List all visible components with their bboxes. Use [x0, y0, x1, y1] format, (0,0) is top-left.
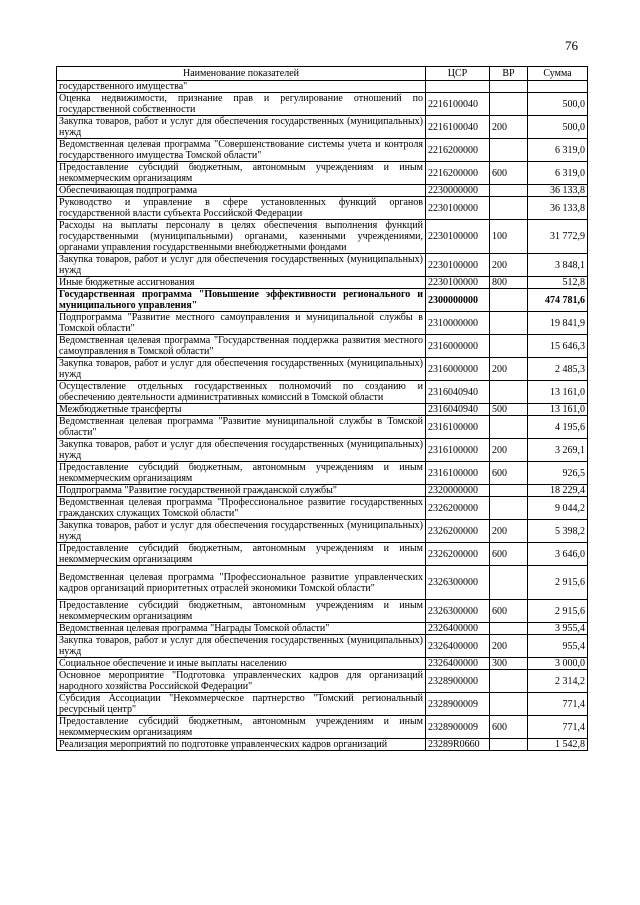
- cell-name: Основное мероприятие "Подготовка управленческих кадров для организаций народного хозяйства Российской Федерации": [57, 670, 426, 693]
- table-row: [57, 693, 588, 716]
- cell-sum: 474 781,6: [528, 289, 588, 312]
- cell-csr: [426, 81, 490, 93]
- cell-csr: 2316100000: [426, 416, 490, 439]
- cell-name: Ведомственная целевая программа "Совершенствование системы учета и контроля государственного имущества Томской области": [57, 139, 426, 162]
- cell-csr: 2316000000: [426, 358, 490, 381]
- cell-name: Предоставление субсидий бюджетным, автономным учреждениям и иным некоммерческим организациям: [57, 716, 426, 739]
- page-number: 76: [565, 38, 578, 53]
- table-body: [57, 81, 588, 751]
- cell-sum: 3 955,4: [528, 623, 588, 635]
- table-row: [57, 185, 588, 197]
- header-csr: ЦСР: [426, 67, 490, 81]
- table-row: [57, 520, 588, 543]
- cell-sum: 2 915,6: [528, 566, 588, 600]
- cell-sum: 31 772,9: [528, 220, 588, 254]
- table-row: [57, 600, 588, 623]
- cell-name: Обеспечивающая подпрограмма: [57, 185, 426, 197]
- cell-name: Предоставление субсидий бюджетным, автономным учреждениям и иным некоммерческим организациям: [57, 543, 426, 566]
- cell-name: Подпрограмма "Развитие местного самоуправления и муниципальной службы в Томской области": [57, 312, 426, 335]
- cell-vr: [490, 81, 528, 93]
- cell-vr: [490, 416, 528, 439]
- cell-csr: 2316040940: [426, 404, 490, 416]
- cell-name: Закупка товаров, работ и услуг для обеспечения государственных (муниципальных) нужд: [57, 254, 426, 277]
- table-row: [57, 81, 588, 93]
- cell-vr: 300: [490, 658, 528, 670]
- table-row: [57, 497, 588, 520]
- cell-sum: 3 269,1: [528, 439, 588, 462]
- table-row: [57, 312, 588, 335]
- cell-csr: 2216200000: [426, 162, 490, 185]
- cell-vr: 600: [490, 162, 528, 185]
- cell-vr: [490, 670, 528, 693]
- cell-sum: 36 133,8: [528, 197, 588, 220]
- table-row: [57, 739, 588, 751]
- cell-vr: [490, 381, 528, 404]
- cell-vr: [490, 485, 528, 497]
- table-row: [57, 623, 588, 635]
- cell-sum: [528, 81, 588, 93]
- cell-vr: [490, 497, 528, 520]
- table-row: [57, 566, 588, 600]
- cell-vr: 200: [490, 439, 528, 462]
- cell-csr: 2326300000: [426, 566, 490, 600]
- cell-csr: 2316100000: [426, 462, 490, 485]
- cell-name: Иные бюджетные ассигнования: [57, 277, 426, 289]
- cell-name: Ведомственная целевая программа "Развитие муниципальной службы в Томской области": [57, 416, 426, 439]
- cell-csr: 2328900000: [426, 670, 490, 693]
- cell-vr: [490, 185, 528, 197]
- cell-csr: 2320000000: [426, 485, 490, 497]
- cell-sum: 500,0: [528, 93, 588, 116]
- cell-sum: 6 319,0: [528, 139, 588, 162]
- cell-vr: [490, 289, 528, 312]
- cell-name: государственного имущества": [57, 81, 426, 93]
- cell-vr: [490, 197, 528, 220]
- table-row: [57, 658, 588, 670]
- cell-sum: 3 646,0: [528, 543, 588, 566]
- cell-sum: 512,8: [528, 277, 588, 289]
- cell-name: Закупка товаров, работ и услуг для обеспечения государственных (муниципальных) нужд: [57, 116, 426, 139]
- table-row: [57, 289, 588, 312]
- table-row: [57, 335, 588, 358]
- header-vr: ВР: [490, 67, 528, 81]
- cell-csr: 2328900009: [426, 693, 490, 716]
- cell-vr: 600: [490, 543, 528, 566]
- table-row: [57, 358, 588, 381]
- cell-csr: 2230100000: [426, 220, 490, 254]
- cell-vr: [490, 335, 528, 358]
- cell-vr: [490, 693, 528, 716]
- table-row: [57, 162, 588, 185]
- cell-sum: 771,4: [528, 693, 588, 716]
- cell-sum: 955,4: [528, 635, 588, 658]
- table-row: [57, 716, 588, 739]
- table-row: [57, 485, 588, 497]
- cell-csr: 2326200000: [426, 543, 490, 566]
- cell-name: Предоставление субсидий бюджетным, автономным учреждениям и иным некоммерческим организациям: [57, 162, 426, 185]
- cell-name: Субсидия Ассоциации "Некоммерческое партнерство "Томский региональный ресурсный центр": [57, 693, 426, 716]
- cell-csr: 2326400000: [426, 658, 490, 670]
- cell-sum: 13 161,0: [528, 381, 588, 404]
- cell-name: Оценка недвижимости, признание прав и регулирование отношений по государственной собственности: [57, 93, 426, 116]
- cell-csr: 2316000000: [426, 335, 490, 358]
- cell-sum: 3 848,1: [528, 254, 588, 277]
- cell-name: Закупка товаров, работ и услуг для обеспечения государственных (муниципальных) нужд: [57, 635, 426, 658]
- cell-csr: 2326400000: [426, 623, 490, 635]
- cell-sum: 2 314,2: [528, 670, 588, 693]
- cell-name: Осуществление отдельных государственных полномочий по созданию и обеспечению деятельности административных комиссий в Томской области: [57, 381, 426, 404]
- table-row: [57, 462, 588, 485]
- cell-sum: 2 915,6: [528, 600, 588, 623]
- cell-vr: 200: [490, 520, 528, 543]
- table-row: [57, 381, 588, 404]
- table-row: [57, 439, 588, 462]
- cell-sum: 500,0: [528, 116, 588, 139]
- header-name: Наименование показателей: [57, 67, 426, 81]
- cell-vr: 100: [490, 220, 528, 254]
- cell-vr: 500: [490, 404, 528, 416]
- cell-vr: 200: [490, 635, 528, 658]
- cell-name: Ведомственная целевая программа "Профессиональное развитие государственных гражданских служащих Томской области": [57, 497, 426, 520]
- cell-vr: [490, 623, 528, 635]
- cell-name: Реализация мероприятий по подготовке управленческих кадров организаций: [57, 739, 426, 751]
- cell-sum: 771,4: [528, 716, 588, 739]
- cell-csr: 2216200000: [426, 139, 490, 162]
- cell-csr: 2326200000: [426, 520, 490, 543]
- cell-csr: 2216100040: [426, 93, 490, 116]
- table-row: [57, 635, 588, 658]
- cell-csr: 23289R0660: [426, 739, 490, 751]
- cell-sum: 926,5: [528, 462, 588, 485]
- cell-name: Закупка товаров, работ и услуг для обеспечения государственных (муниципальных) нужд: [57, 520, 426, 543]
- cell-name: Социальное обеспечение и иные выплаты населению: [57, 658, 426, 670]
- cell-sum: 3 000,0: [528, 658, 588, 670]
- cell-sum: 36 133,8: [528, 185, 588, 197]
- cell-csr: 2230100000: [426, 254, 490, 277]
- cell-name: Ведомственная целевая программа "Профессиональное развитие управленческих кадров организаций приоритетных отраслей экономики Томской области": [57, 566, 426, 600]
- cell-sum: 5 398,2: [528, 520, 588, 543]
- cell-csr: 2300000000: [426, 289, 490, 312]
- cell-vr: 600: [490, 462, 528, 485]
- cell-csr: 2326200000: [426, 497, 490, 520]
- cell-name: Подпрограмма "Развитие государственной гражданской службы": [57, 485, 426, 497]
- cell-csr: 2230000000: [426, 185, 490, 197]
- cell-csr: 2328900009: [426, 716, 490, 739]
- cell-sum: 13 161,0: [528, 404, 588, 416]
- cell-csr: 2216100040: [426, 116, 490, 139]
- cell-csr: 2316100000: [426, 439, 490, 462]
- table-row: [57, 404, 588, 416]
- table-row: [57, 93, 588, 116]
- cell-sum: 18 229,4: [528, 485, 588, 497]
- cell-name: Предоставление субсидий бюджетным, автономным учреждениям и иным некоммерческим организациям: [57, 600, 426, 623]
- cell-name: Закупка товаров, работ и услуг для обеспечения государственных (муниципальных) нужд: [57, 439, 426, 462]
- cell-vr: [490, 566, 528, 600]
- cell-sum: 19 841,9: [528, 312, 588, 335]
- cell-vr: 200: [490, 116, 528, 139]
- table-row: [57, 220, 588, 254]
- cell-sum: 1 542,8: [528, 739, 588, 751]
- cell-name: Руководство и управление в сфере установленных функций органов государственной власти субъекта Российской Федерации: [57, 197, 426, 220]
- cell-csr: 2326300000: [426, 600, 490, 623]
- budget-table: [56, 66, 588, 751]
- cell-vr: [490, 312, 528, 335]
- table-row: [57, 543, 588, 566]
- cell-name: Предоставление субсидий бюджетным, автономным учреждениям и иным некоммерческим организациям: [57, 462, 426, 485]
- cell-vr: 200: [490, 254, 528, 277]
- table-row: [57, 670, 588, 693]
- table-header-row: [57, 67, 588, 81]
- cell-name: Межбюджетные трансферты: [57, 404, 426, 416]
- cell-vr: [490, 139, 528, 162]
- table-row: [57, 416, 588, 439]
- cell-csr: 2326400000: [426, 635, 490, 658]
- table-row: [57, 197, 588, 220]
- cell-vr: 800: [490, 277, 528, 289]
- cell-sum: 4 195,6: [528, 416, 588, 439]
- table-row: [57, 277, 588, 289]
- cell-csr: 2316040940: [426, 381, 490, 404]
- cell-name: Ведомственная целевая программа "Государственная поддержка развития местного самоуправления в Томской области": [57, 335, 426, 358]
- cell-csr: 2310000000: [426, 312, 490, 335]
- cell-vr: 600: [490, 716, 528, 739]
- cell-name: Расходы на выплаты персоналу в целях обеспечения выполнения функций государственными (муниципальными) органами, казенными учреждениями, органами управления государственными внебюджетными фондами: [57, 220, 426, 254]
- cell-vr: 600: [490, 600, 528, 623]
- table-row: [57, 139, 588, 162]
- cell-sum: 2 485,3: [528, 358, 588, 381]
- header-sum: Сумма: [528, 67, 588, 81]
- cell-csr: 2230100000: [426, 197, 490, 220]
- cell-vr: [490, 93, 528, 116]
- cell-name: Закупка товаров, работ и услуг для обеспечения государственных (муниципальных) нужд: [57, 358, 426, 381]
- cell-sum: 6 319,0: [528, 162, 588, 185]
- cell-csr: 2230100000: [426, 277, 490, 289]
- cell-sum: 9 044,2: [528, 497, 588, 520]
- cell-name: Ведомственная целевая программа "Награды Томской области": [57, 623, 426, 635]
- table-row: [57, 254, 588, 277]
- cell-sum: 15 646,3: [528, 335, 588, 358]
- cell-name: Государственная программа "Повышение эффективности регионального и муниципального управления": [57, 289, 426, 312]
- cell-vr: 200: [490, 358, 528, 381]
- table-row: [57, 116, 588, 139]
- cell-vr: [490, 739, 528, 751]
